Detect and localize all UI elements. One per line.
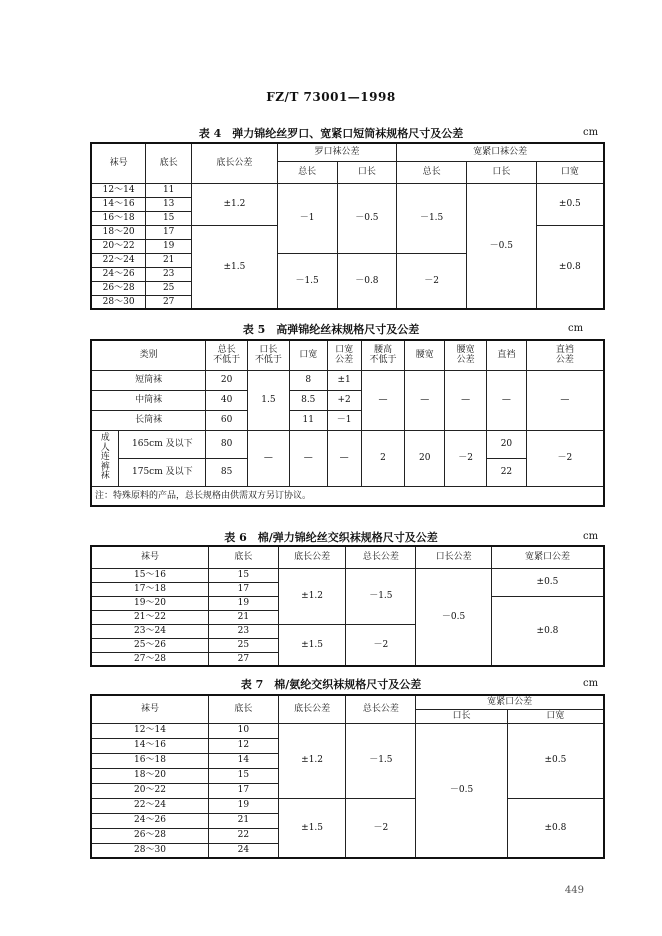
table-cell: 22～24 xyxy=(91,253,146,267)
table-cell: 16～18 xyxy=(91,211,146,225)
table-cell: 短筒袜 xyxy=(91,370,206,390)
table-cell: 19 xyxy=(208,798,278,813)
table5-header-crotch-tol xyxy=(526,340,604,370)
table-cell: －1 xyxy=(277,183,337,253)
table-cell: — xyxy=(247,430,289,486)
table-cell: 16～18 xyxy=(91,753,208,768)
table-cell: 25 xyxy=(208,638,278,652)
table7-header-size: 袜号 xyxy=(91,695,208,723)
table5-header-width-tol xyxy=(327,340,361,370)
table-cell: ±0.5 xyxy=(507,723,604,798)
table-cell: 17 xyxy=(146,225,192,239)
table-cell: ±0.5 xyxy=(536,183,604,225)
table6-header-total-tol: 总长公差 xyxy=(346,546,416,568)
table5 xyxy=(90,339,605,507)
table-cell: －1.5 xyxy=(277,253,337,309)
table5-header-mouth xyxy=(247,340,289,370)
table-cell: 26～28 xyxy=(91,281,146,295)
table5-note: 注：特殊原料的产品，总长规格由供需双方另订协议。 xyxy=(91,486,604,506)
table-cell: ±1.5 xyxy=(278,798,346,858)
table5-header-waist-line2: 不低于 xyxy=(369,355,397,366)
table-cell: 15 xyxy=(146,211,192,225)
table-cell: 1.5 xyxy=(247,370,289,430)
table-cell: －0.5 xyxy=(337,183,397,253)
table5-header-width: 口宽 xyxy=(289,340,327,370)
table-cell: 23 xyxy=(146,267,192,281)
table6-header-mouth-tol: 口长公差 xyxy=(416,546,492,568)
table-cell: 15 xyxy=(208,768,278,783)
table-cell: ±1 xyxy=(327,370,361,390)
table-cell: ±0.5 xyxy=(491,568,604,596)
table7 xyxy=(90,694,605,859)
table-cell: 23 xyxy=(208,624,278,638)
table5-header-width-tol-line1: 口宽 xyxy=(335,344,354,355)
table-cell: －2 xyxy=(445,430,487,486)
table-cell: 10 xyxy=(208,723,278,738)
table5-header-waist xyxy=(361,340,405,370)
table-cell: 15～16 xyxy=(91,568,208,582)
table-cell: 12～14 xyxy=(91,723,208,738)
table-cell: 成人连裤袜 xyxy=(91,430,119,486)
table7-header-sole: 底长 xyxy=(208,695,278,723)
table-cell: －2 xyxy=(346,624,416,666)
table6-header-sole: 底长 xyxy=(208,546,278,568)
table6-header-wide-tol: 宽紧口公差 xyxy=(491,546,604,568)
table4 xyxy=(90,142,605,310)
table5-header-waist-width-tol-line1: 腰宽 xyxy=(456,344,475,355)
table-cell: 26～28 xyxy=(91,828,208,843)
table-cell: 12～14 xyxy=(91,183,146,197)
table4-header-wide-total: 总长 xyxy=(397,161,467,183)
table-cell: 25 xyxy=(146,281,192,295)
table-cell: 22 xyxy=(487,458,527,486)
table4-header-wide-width: 口宽 xyxy=(536,161,604,183)
table5-header-waist-width-tol xyxy=(445,340,487,370)
table-cell: 27 xyxy=(146,295,192,309)
table-cell: ±0.8 xyxy=(491,596,604,666)
table-cell: — xyxy=(487,370,527,430)
table-cell: 11 xyxy=(146,183,192,197)
table4-header-sole-tol: 底长公差 xyxy=(192,143,278,183)
table4-title: 表 4 弹力锦纶丝罗口、宽紧口短筒袜规格尺寸及公差 xyxy=(198,127,464,140)
table4-header-wide: 宽紧口袜公差 xyxy=(397,143,604,161)
table-cell: 15 xyxy=(208,568,278,582)
table-cell: 2 xyxy=(361,430,405,486)
table-cell: — xyxy=(327,430,361,486)
table6-header-size: 袜号 xyxy=(91,546,208,568)
table-cell: 28～30 xyxy=(91,843,208,858)
table-cell: 20 xyxy=(487,430,527,458)
document-header: FZ/T 73001—1998 xyxy=(266,90,396,104)
table4-header-sole: 底长 xyxy=(146,143,192,183)
table7-header-wide: 宽紧口公差 xyxy=(416,695,604,709)
table-cell: 21 xyxy=(208,813,278,828)
table-cell: －1.5 xyxy=(346,723,416,798)
table-cell: 19 xyxy=(146,239,192,253)
table-cell: 165cm 及以下 xyxy=(119,430,206,458)
table5-unit: cm xyxy=(568,323,584,334)
table-cell: 21 xyxy=(146,253,192,267)
table-cell: －1.5 xyxy=(397,183,467,253)
table-cell: — xyxy=(405,370,445,430)
table4-header-wide-mouth: 口长 xyxy=(466,161,536,183)
table-cell: ±1.2 xyxy=(278,568,346,624)
table4-header-size: 袜号 xyxy=(91,143,146,183)
table-cell: 19 xyxy=(208,596,278,610)
table5-title: 表 5 高弹锦纶丝袜规格尺寸及公差 xyxy=(242,323,420,336)
table-cell: 17～18 xyxy=(91,582,208,596)
table-cell: +2 xyxy=(327,390,361,410)
table-cell: ±1.5 xyxy=(278,624,346,666)
table-cell: ±0.8 xyxy=(536,225,604,309)
table-cell: －0.8 xyxy=(337,253,397,309)
table-cell: 17 xyxy=(208,783,278,798)
table-cell: 14～16 xyxy=(91,197,146,211)
table5-header-total-line1: 总长 xyxy=(217,344,236,355)
table-cell: 14～16 xyxy=(91,738,208,753)
table7-header-total-tol: 总长公差 xyxy=(346,695,416,723)
table-cell: 13 xyxy=(146,197,192,211)
table-cell: — xyxy=(526,370,604,430)
table-cell: －1 xyxy=(327,410,361,430)
table-cell: 8 xyxy=(289,370,327,390)
table4-header-rib-total: 总长 xyxy=(277,161,337,183)
table-cell: －0.5 xyxy=(416,568,492,666)
table-cell: 25～26 xyxy=(91,638,208,652)
table-cell: －1.5 xyxy=(346,568,416,624)
table-cell: ±0.8 xyxy=(507,798,604,858)
table5-header-waist-line1: 腰高 xyxy=(373,344,392,355)
table5-header-crotch-tol-line1: 直裆 xyxy=(555,344,574,355)
table4-header-rib: 罗口袜公差 xyxy=(277,143,397,161)
table-cell: －0.5 xyxy=(466,183,536,309)
table-cell: 175cm 及以下 xyxy=(119,458,206,486)
table-cell: －2 xyxy=(346,798,416,858)
table-cell: 40 xyxy=(206,390,248,410)
table6 xyxy=(90,545,605,667)
table-cell: 18～20 xyxy=(91,768,208,783)
table5-header-total xyxy=(206,340,248,370)
table4-unit: cm xyxy=(583,127,599,138)
table-cell: 27 xyxy=(208,652,278,666)
table5-header-mouth-line1: 口长 xyxy=(259,344,278,355)
table-cell: ±1.5 xyxy=(192,225,278,309)
table5-header-category: 类别 xyxy=(91,340,206,370)
table7-unit: cm xyxy=(583,678,599,689)
table-cell: －2 xyxy=(397,253,467,309)
table4-header-rib-mouth: 口长 xyxy=(337,161,397,183)
table-cell: －0.5 xyxy=(416,723,508,858)
table-cell: 60 xyxy=(206,410,248,430)
table5-header-waist-width: 腰宽 xyxy=(405,340,445,370)
table-cell: 24～26 xyxy=(91,813,208,828)
table-cell: 85 xyxy=(206,458,248,486)
table-cell: 20 xyxy=(206,370,248,390)
table6-unit: cm xyxy=(583,531,599,542)
table-cell: ±1.2 xyxy=(278,723,346,798)
table-cell: 20 xyxy=(405,430,445,486)
table5-header-crotch-tol-line2: 公差 xyxy=(555,355,574,366)
table6-header-sole-tol: 底长公差 xyxy=(278,546,346,568)
table6-title: 表 6 棉/弹力锦纶丝交织袜规格尺寸及公差 xyxy=(224,531,438,544)
table-cell: －2 xyxy=(526,430,604,486)
table-cell: ±1.2 xyxy=(192,183,278,225)
table-cell: 12 xyxy=(208,738,278,753)
table-cell: 23～24 xyxy=(91,624,208,638)
table-cell: 17 xyxy=(208,582,278,596)
table-cell: 24～26 xyxy=(91,267,146,281)
table-cell: — xyxy=(445,370,487,430)
table-cell: 24 xyxy=(208,843,278,858)
table-cell: 22～24 xyxy=(91,798,208,813)
table-cell: 长筒袜 xyxy=(91,410,206,430)
table-cell: 20～22 xyxy=(91,239,146,253)
table-cell: 11 xyxy=(289,410,327,430)
table-cell: 27～28 xyxy=(91,652,208,666)
table-cell: 8.5 xyxy=(289,390,327,410)
table7-header-sole-tol: 底长公差 xyxy=(278,695,346,723)
table5-header-crotch: 直裆 xyxy=(487,340,527,370)
table-cell: 21～22 xyxy=(91,610,208,624)
table-cell: 28～30 xyxy=(91,295,146,309)
table7-header-mouth: 口长 xyxy=(416,709,508,723)
table-cell: — xyxy=(361,370,405,430)
table7-title: 表 7 棉/氨纶交织袜规格尺寸及公差 xyxy=(240,678,422,691)
table5-header-width-tol-line2: 公差 xyxy=(335,355,354,366)
table-cell: 18～20 xyxy=(91,225,146,239)
table-cell: 80 xyxy=(206,430,248,458)
table-cell: 20～22 xyxy=(91,783,208,798)
table5-header-mouth-line2: 不低于 xyxy=(254,355,282,366)
table7-header-width: 口宽 xyxy=(507,709,604,723)
table-cell: 19～20 xyxy=(91,596,208,610)
table5-header-total-line2: 不低于 xyxy=(213,355,241,366)
table-cell: 22 xyxy=(208,828,278,843)
table-cell: — xyxy=(289,430,327,486)
table-cell: 21 xyxy=(208,610,278,624)
table-cell: 中筒袜 xyxy=(91,390,206,410)
table5-header-waist-width-tol-line2: 公差 xyxy=(456,355,475,366)
table-cell: 14 xyxy=(208,753,278,768)
page-number: 449 xyxy=(564,885,584,896)
